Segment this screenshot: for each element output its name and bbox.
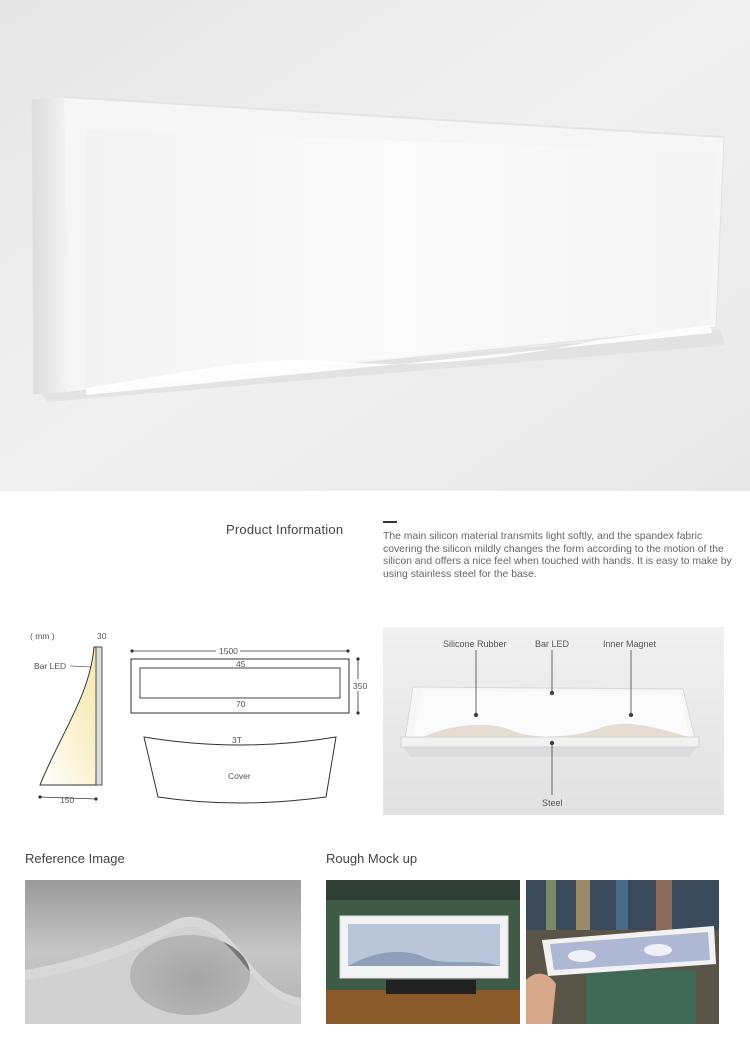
inner-bottom-label: 70: [236, 699, 246, 709]
bar-led-housing: [96, 647, 102, 785]
reference-image-title: Reference Image: [25, 851, 125, 866]
inner-top-label: 45: [236, 659, 246, 669]
rough-mockup-title: Rough Mock up: [326, 851, 418, 866]
width-bottom-label: 150: [60, 795, 75, 805]
cover-shape: [144, 737, 336, 803]
steel-label: Steel: [542, 798, 563, 808]
cover-label: Cover: [228, 771, 251, 781]
rough-mockup-photo-1: [326, 880, 520, 1024]
bar-led-label: Bar LED: [34, 661, 67, 671]
hero-product-photo: [0, 0, 750, 491]
height-label: 350: [353, 681, 368, 691]
unit-label: ( mm ): [30, 631, 55, 641]
rough-mockup-photo-2: [526, 880, 719, 1024]
technical-drawings: [20, 625, 382, 815]
length-label: 1500: [219, 646, 238, 656]
thickness-label: 3T: [232, 735, 242, 745]
depth-top-label: 30: [97, 631, 107, 641]
reference-fabric-photo: [25, 880, 301, 1024]
product-info-title: Product Information: [226, 522, 344, 537]
bar-led-leader: [70, 666, 92, 667]
front-view-inner: [140, 668, 340, 698]
inner-magnet-label: Inner Magnet: [603, 639, 657, 649]
product-description: The main silicon material transmits light softly, and the spandex fabric covering the silicon mildly changes the form according to the motion of the silicon and offers a nice feel when touched with hands. It is easy to make by using stainless steel for the base.: [383, 531, 732, 580]
mockup-callout-photo: [383, 627, 724, 815]
silicone-rubber-label: Silicone Rubber: [443, 639, 507, 649]
title-divider: [383, 521, 397, 523]
bar-led-callout-label: Bar LED: [535, 639, 570, 649]
